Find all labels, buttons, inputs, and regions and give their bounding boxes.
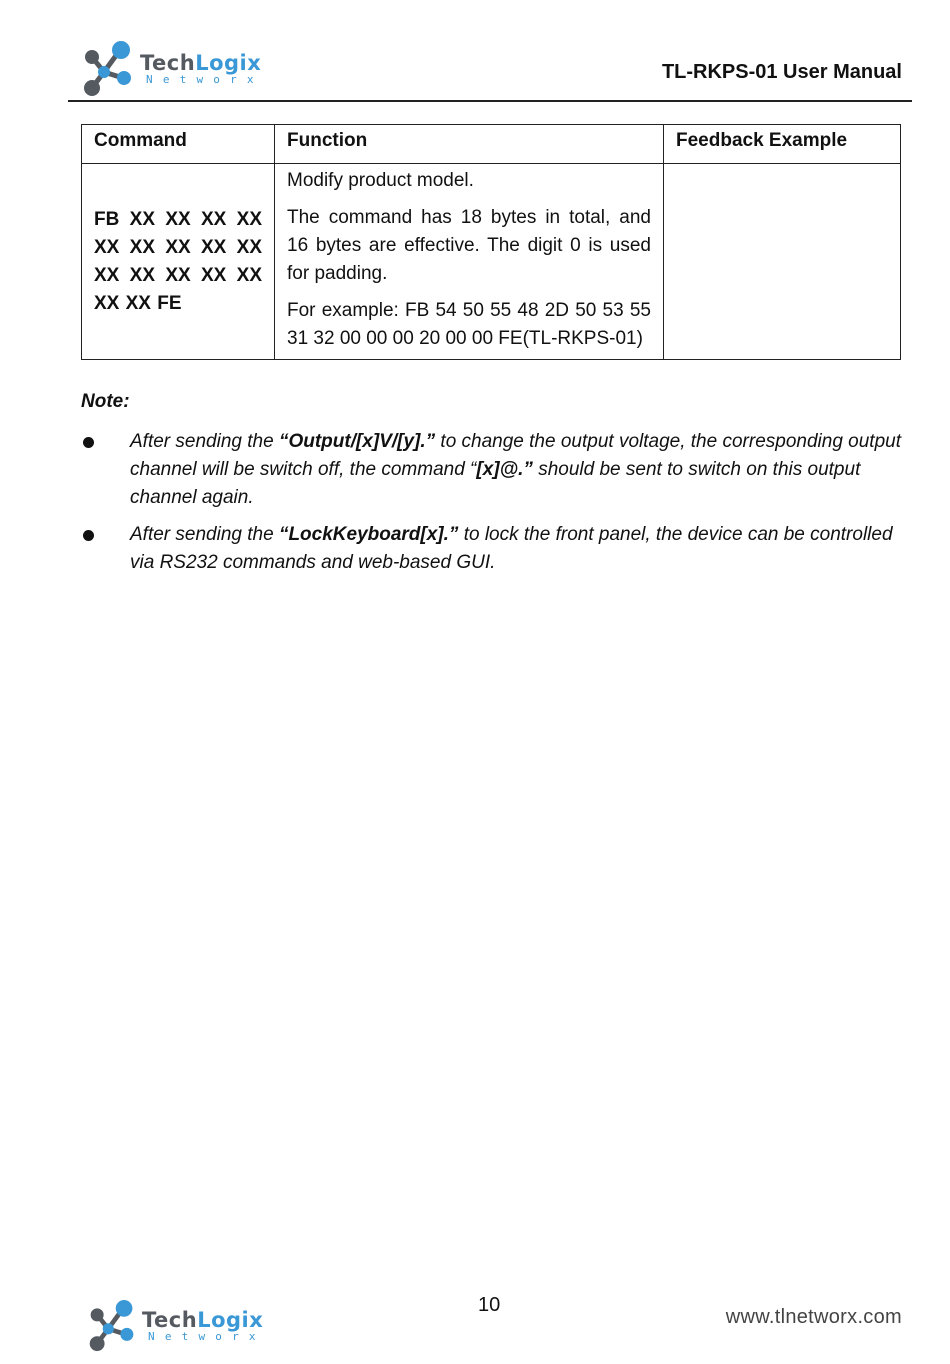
column-header-function: Function [275, 125, 664, 164]
website-link[interactable]: www.tlnetworx.com [725, 1306, 902, 1328]
table-header-row [82, 125, 901, 164]
feedback-cell [664, 164, 901, 360]
function-cell [275, 164, 664, 360]
header-divider [68, 100, 912, 102]
bullet-icon [83, 437, 94, 448]
note-list [81, 428, 901, 586]
molecule-logo-icon [80, 40, 136, 98]
note-label: Note: [81, 391, 130, 412]
document-title: TL-RKPS-01 User Manual [661, 61, 902, 83]
column-header-feedback: Feedback Example [664, 125, 901, 164]
note-item: After sending the “Output/[x]V/[y].” to change the output voltage, the corresponding output channel will be switch off, the command “[x]@.” should be sent to switch on this output channel again. [81, 428, 901, 512]
command-cell: FB XX XX XX XX XX XX XX XX XX XX XX XX XX XX XX XX FE [82, 164, 275, 360]
function-summary: Modify product model. [287, 170, 474, 191]
table-row [82, 164, 901, 360]
logo-wordmark: TechLogix [140, 51, 262, 75]
logo-subtitle: Networx [148, 1330, 266, 1343]
function-detail: The command has 18 bytes in total, and 16 bytes are effective. The digit 0 is used for padding. [287, 207, 651, 284]
logo-wordmark: TechLogix [142, 1308, 264, 1332]
note-item: After sending the “LockKeyboard[x].” to lock the front panel, the device can be controlled via RS232 commands and web-based GUI. [81, 521, 901, 577]
header-logo [80, 40, 264, 98]
molecule-logo-icon [86, 1299, 138, 1353]
footer-logo [86, 1299, 266, 1353]
logo-subtitle: Networx [146, 73, 264, 86]
command-table [81, 124, 901, 360]
column-header-command: Command [82, 125, 275, 164]
bullet-icon [83, 530, 94, 541]
function-example: For example: FB 54 50 55 48 2D 50 53 55 31 32 00 00 00 20 00 00 FE(TL-RKPS-01) [287, 300, 651, 349]
page-number: 10 [478, 1294, 501, 1316]
